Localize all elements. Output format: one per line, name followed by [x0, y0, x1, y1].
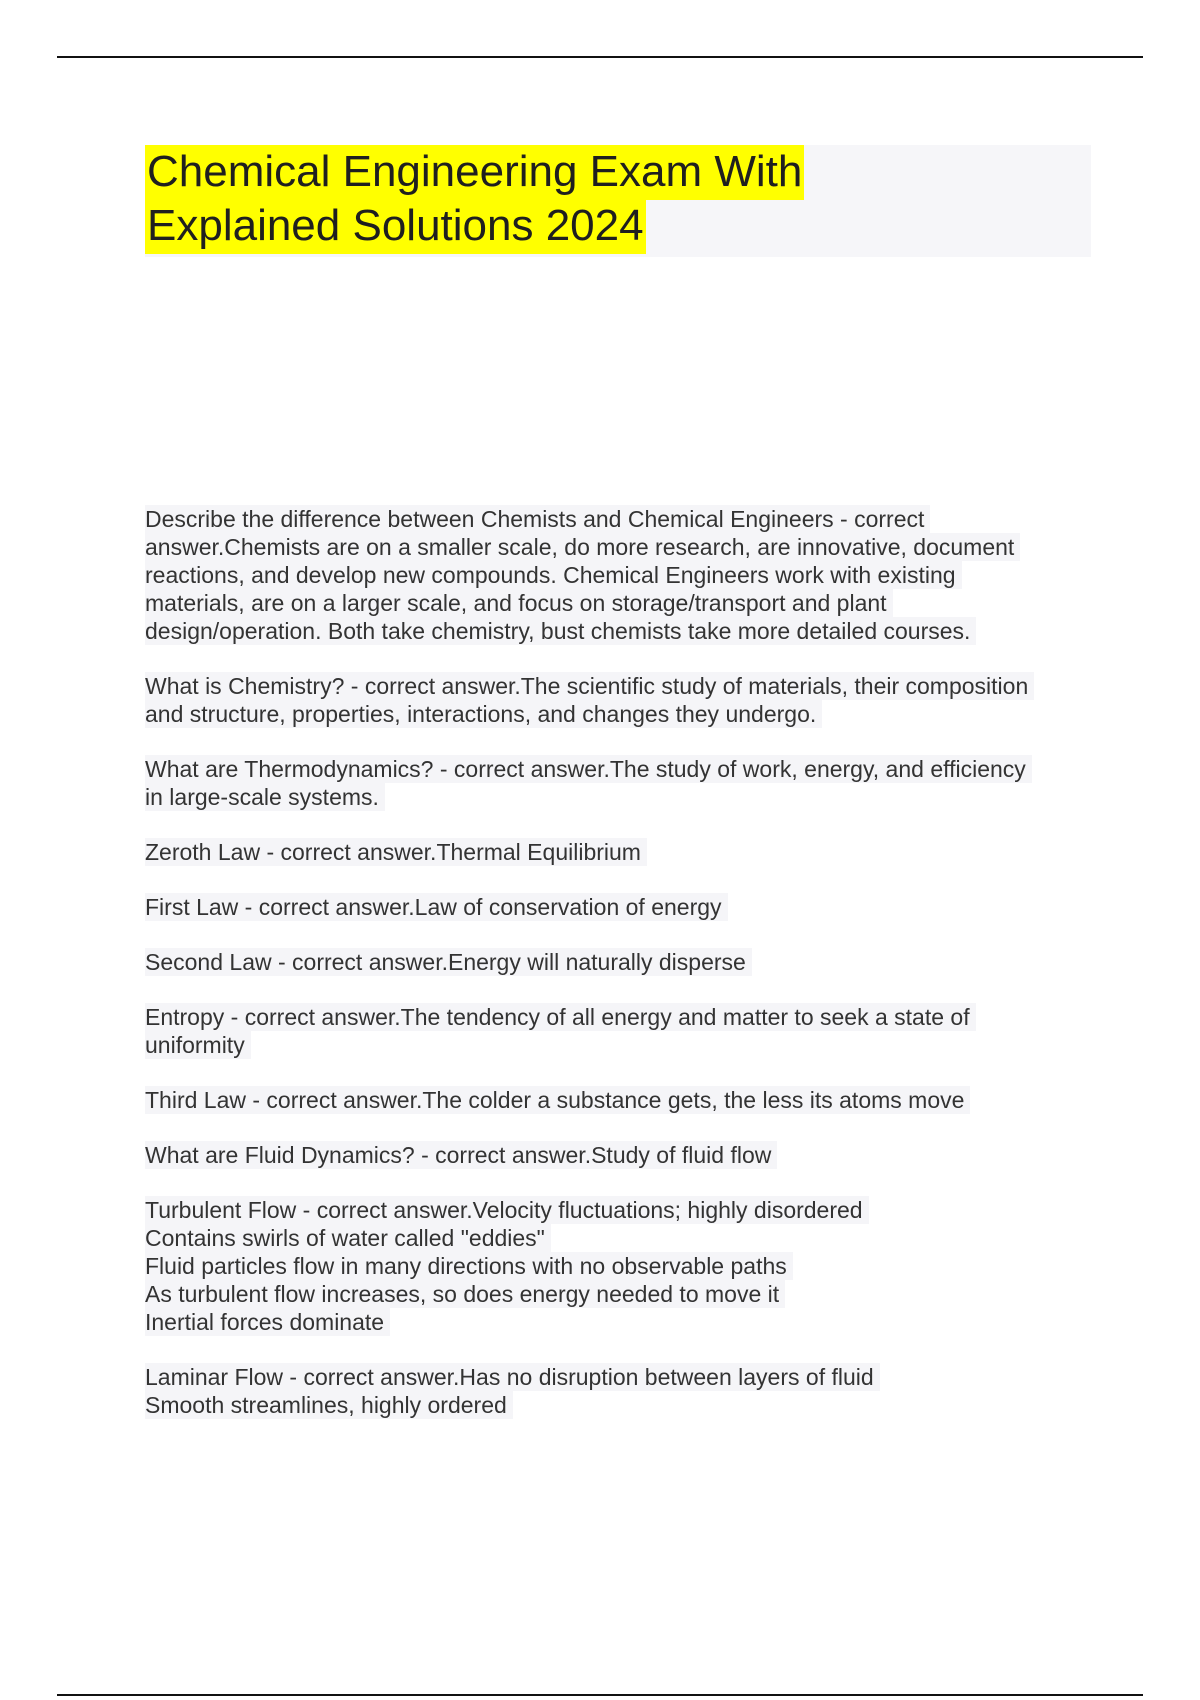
qa-line: Turbulent Flow - correct answer.Velocity fluctuations; highly disordered	[145, 1196, 869, 1224]
qa-item-zeroth-law	[145, 838, 1095, 866]
qa-line: Laminar Flow - correct answer.Has no disruption between layers of fluid	[145, 1363, 880, 1391]
document-title	[145, 145, 1091, 257]
qa-item-laminar-flow	[145, 1363, 1095, 1419]
top-rule	[57, 56, 1143, 58]
qa-line: As turbulent flow increases, so does energy needed to move it	[145, 1280, 785, 1308]
qa-line: reactions, and develop new compounds. Chemical Engineers work with existing	[145, 561, 962, 589]
qa-line: What are Thermodynamics? - correct answer.The study of work, energy, and efficiency	[145, 755, 1032, 783]
qa-line: Third Law - correct answer.The colder a substance gets, the less its atoms move	[145, 1086, 970, 1114]
qa-item-chemists-vs-engineers	[145, 505, 1095, 645]
qa-line: Contains swirls of water called "eddies"	[145, 1224, 551, 1252]
qa-line: design/operation. Both take chemistry, bust chemists take more detailed courses.	[145, 617, 976, 645]
qa-line: uniformity	[145, 1031, 251, 1059]
qa-item-third-law	[145, 1086, 1095, 1114]
qa-item-turbulent-flow	[145, 1196, 1095, 1336]
qa-item-chemistry	[145, 672, 1095, 728]
bottom-rule	[57, 1694, 1143, 1696]
qa-line: Smooth streamlines, highly ordered	[145, 1391, 513, 1419]
qa-line: Fluid particles flow in many directions with no observable paths	[145, 1252, 793, 1280]
qa-line: Inertial forces dominate	[145, 1308, 390, 1336]
qa-line: What are Fluid Dynamics? - correct answer.Study of fluid flow	[145, 1141, 777, 1169]
qa-item-fluid-dynamics	[145, 1141, 1095, 1169]
qa-item-first-law	[145, 893, 1095, 921]
qa-item-second-law	[145, 948, 1095, 976]
title-line-1: Chemical Engineering Exam With	[145, 145, 804, 200]
qa-line: Describe the difference between Chemists and Chemical Engineers - correct	[145, 505, 930, 533]
title-line-2: Explained Solutions 2024	[145, 199, 646, 254]
qa-line: materials, are on a larger scale, and focus on storage/transport and plant	[145, 589, 893, 617]
qa-line: in large-scale systems.	[145, 783, 385, 811]
qa-line: Second Law - correct answer.Energy will naturally disperse	[145, 948, 752, 976]
qa-line: and structure, properties, interactions, and changes they undergo.	[145, 700, 822, 728]
qa-line: Entropy - correct answer.The tendency of all energy and matter to seek a state of	[145, 1003, 976, 1031]
qa-line: Zeroth Law - correct answer.Thermal Equilibrium	[145, 838, 647, 866]
qa-line: answer.Chemists are on a smaller scale, do more research, are innovative, document	[145, 533, 1020, 561]
qa-line: First Law - correct answer.Law of conservation of energy	[145, 893, 728, 921]
qa-item-entropy	[145, 1003, 1095, 1059]
qa-item-thermodynamics	[145, 755, 1095, 811]
qa-line: What is Chemistry? - correct answer.The scientific study of materials, their composition	[145, 672, 1034, 700]
qa-list	[145, 505, 1095, 1446]
